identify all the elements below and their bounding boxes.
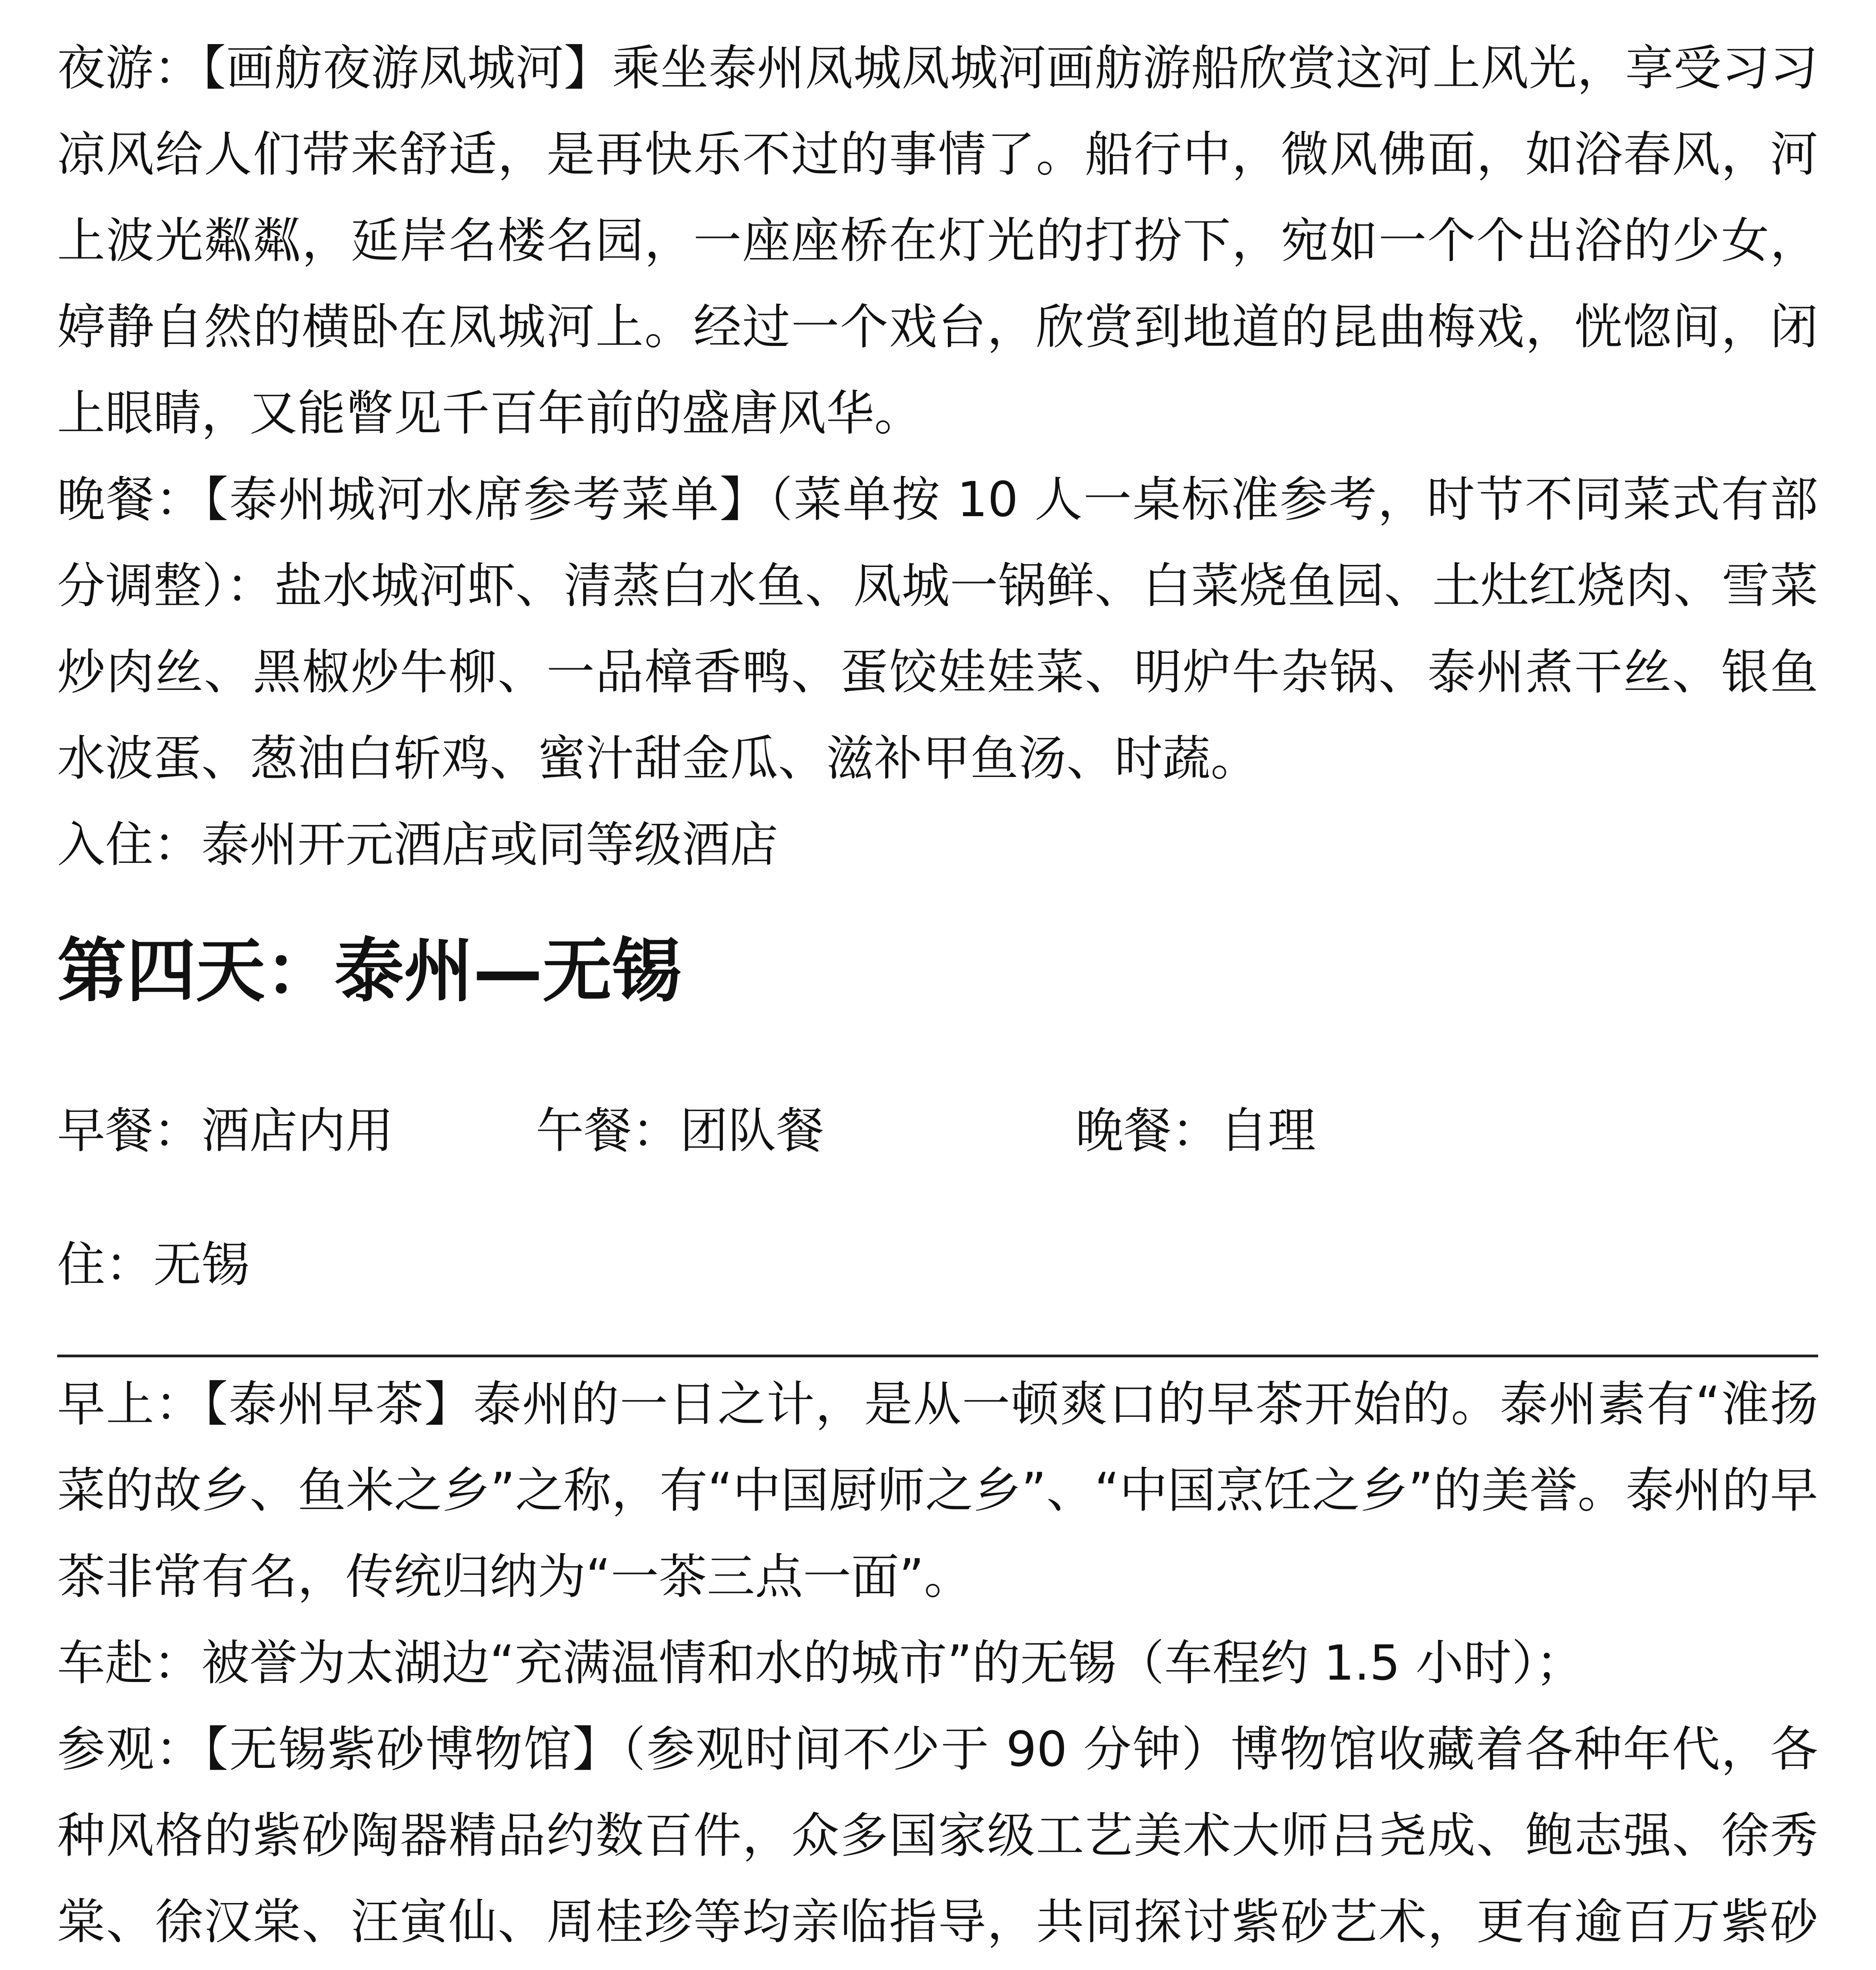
transfer-paragraph: 车赴：被誉为太湖边“充满温情和水的城市”的无锡（车程约 1.5 小时）；: [57, 1635, 1584, 1691]
day4-itinerary-section: [57, 1361, 1818, 1970]
lunch-info: 午餐：团队餐: [536, 1103, 824, 1159]
lodging-paragraph: 入住：泰州开元酒店或同等级酒店: [57, 817, 778, 873]
day3-evening-section: [57, 25, 1818, 888]
horizontal-divider: [57, 1355, 1818, 1357]
dinner-info: 晚餐：自理: [1075, 1103, 1316, 1159]
day4-stay: 住：无锡: [57, 1237, 249, 1293]
museum-visit-paragraph: 参观：【无锡紫砂博物馆】（参观时间不少于 90 分钟）博物馆收藏着各种年代，各种风格的紫砂陶器精品约数百件，众多国家级工艺美术大师吕尧成、鲍志强、徐秀棠、徐汉棠、汪寅仙、周桂珍等均亲临指导，共同探讨紫砂艺术，更有逾百万紫砂: [57, 1721, 1818, 1950]
day4-meals-row: [57, 1099, 1818, 1162]
breakfast-info: 早餐：酒店内用: [57, 1103, 394, 1159]
night-tour-paragraph: 夜游：【画舫夜游凤城河】乘坐泰州凤城凤城河画舫游船欣赏这河上风光，享受习习凉风给人们带来舒适，是再快乐不过的事情了。船行中，微风佛面，如浴春风，河上波光粼粼，延岸名楼名园，一座座桥在灯光的打扮下，宛如一个个出浴的少女，婷静自然的横卧在凤城河上。经过一个戏台，欣赏到地道的昆曲梅戏，恍惚间，闭上眼睛，又能瞥见千百年前的盛唐风华。: [57, 40, 1818, 441]
day4-heading: 第四天：泰州—无锡: [57, 931, 682, 1011]
morning-tea-paragraph: 早上：【泰州早茶】泰州的一日之计，是从一顿爽口的早茶开始的。泰州素有“淮扬菜的故乡、鱼米之乡”之称，有“中国厨师之乡”、“中国烹饪之乡”的美誉。泰州的早茶非常有名，传统归纳为“一茶三点一面”。: [57, 1376, 1818, 1605]
dinner-menu-paragraph: 晚餐：【泰州城河水席参考菜单】（菜单按 10 人一桌标准参考，时节不同菜式有部分调整）：盐水城河虾、清蒸白水鱼、凤城一锅鲜、白菜烧鱼园、土灶红烧肉、雪菜炒肉丝、黑椒炒牛柳、一品樟香鸭、蛋饺娃娃菜、明炉牛杂锅、泰州煮干丝、银鱼水波蛋、葱油白斩鸡、蜜汁甜金瓜、滋补甲鱼汤、时蔬。: [57, 472, 1818, 786]
